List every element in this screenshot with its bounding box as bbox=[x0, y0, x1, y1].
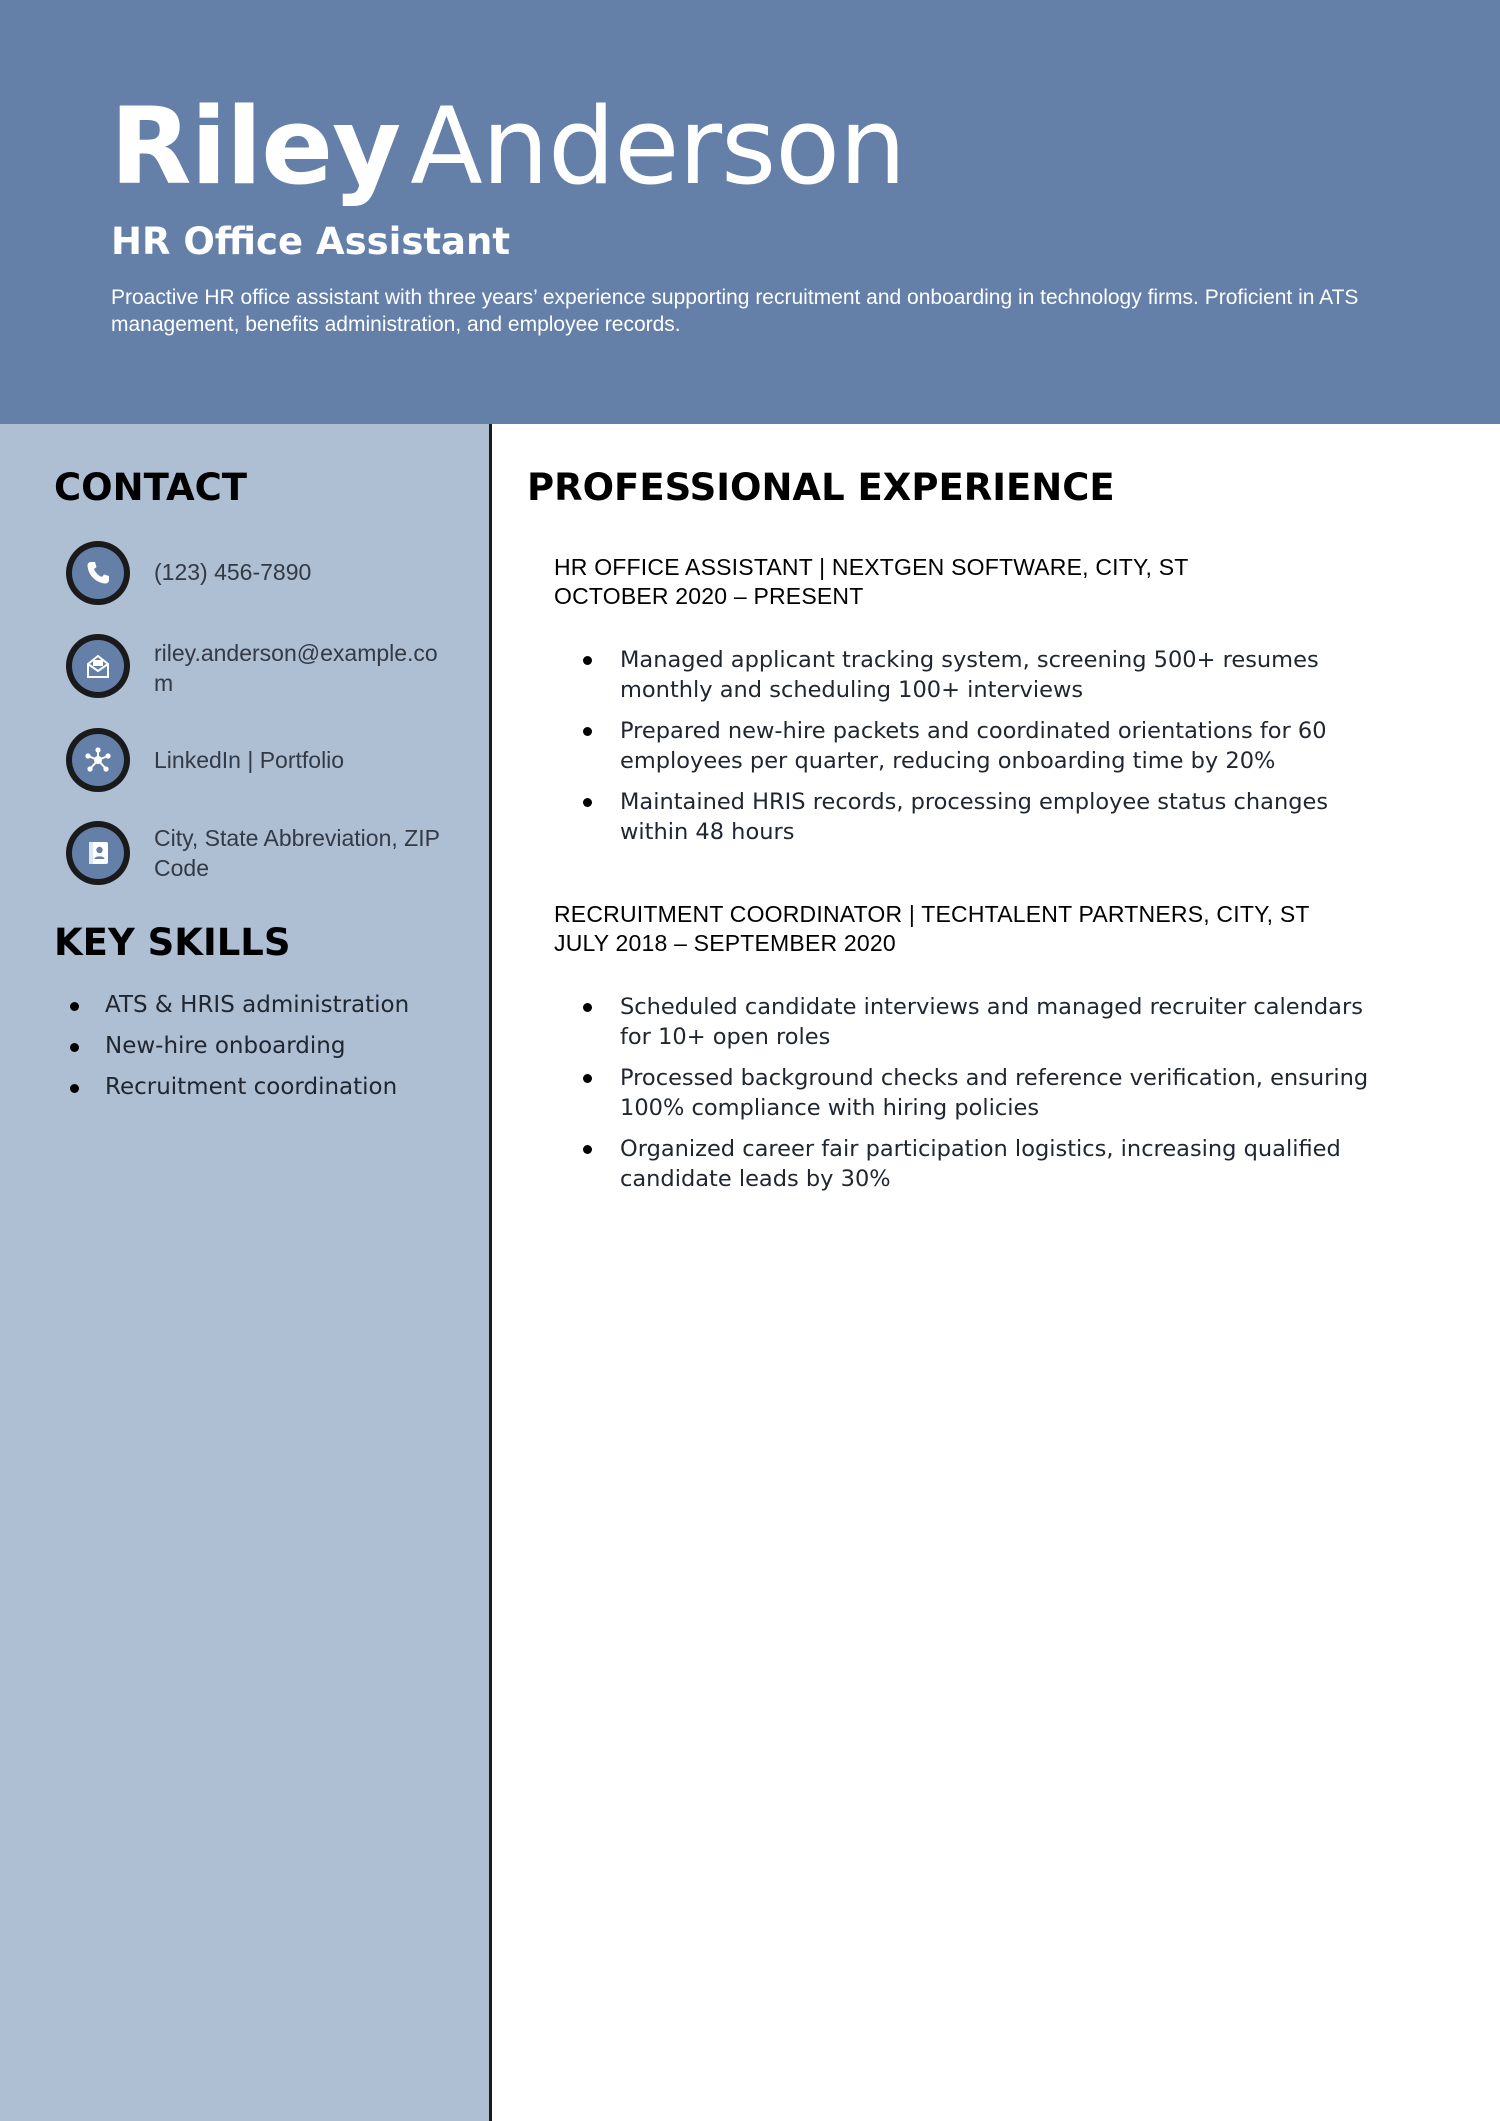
resume-header bbox=[0, 0, 1500, 424]
achievement-item: Scheduled candidate interviews and managed recruiter calendars for 10+ open roles bbox=[554, 992, 1394, 1052]
achievement-item: Processed background checks and reference verification, ensuring 100% compliance with hiring policies bbox=[554, 1063, 1394, 1123]
job-title: HR Office Assistant bbox=[111, 220, 511, 263]
email-address: riley.anderson@example.com bbox=[154, 640, 438, 696]
mailing-address: City, State Abbreviation, ZIP Code bbox=[154, 825, 440, 881]
network-icon bbox=[66, 728, 130, 792]
profile-summary: Proactive HR office assistant with three years’ experience supporting recruitment and onboarding in technology firms. Proficient in ATS management, benefits administration, and employee records. bbox=[111, 286, 1359, 336]
skill-item: Recruitment coordination bbox=[68, 1072, 468, 1113]
first-name: Riley bbox=[110, 85, 401, 208]
linkedin-portfolio-links: LinkedIn | Portfolio bbox=[154, 747, 345, 773]
phone-icon bbox=[66, 541, 130, 605]
last-name: Anderson bbox=[410, 85, 906, 208]
achievement-item: Prepared new-hire packets and coordinated orientations for 60 employees per quarter, reducing onboarding time by 20% bbox=[554, 716, 1394, 776]
achievement-item: Managed applicant tracking system, screening 500+ resumes monthly and scheduling 100+ interviews bbox=[554, 645, 1394, 705]
job-dates: OCTOBER 2020 – PRESENT bbox=[554, 583, 864, 609]
job-position-company: HR OFFICE ASSISTANT | NEXTGEN SOFTWARE, CITY, ST bbox=[554, 554, 1189, 580]
candidate-name bbox=[110, 82, 905, 212]
phone-number: (123) 456-7890 bbox=[154, 559, 312, 585]
job-dates: JULY 2018 – SEPTEMBER 2020 bbox=[554, 930, 896, 956]
contact-heading: CONTACT bbox=[54, 466, 247, 509]
professional-experience-heading: PROFESSIONAL EXPERIENCE bbox=[527, 466, 1115, 509]
skill-item: New-hire onboarding bbox=[68, 1031, 468, 1072]
email-icon bbox=[66, 634, 130, 698]
achievement-item: Maintained HRIS records, processing employee status changes within 48 hours bbox=[554, 787, 1394, 847]
address-book-icon bbox=[66, 821, 130, 885]
job-position-company: RECRUITMENT COORDINATOR | TECHTALENT PARTNERS, CITY, ST bbox=[554, 901, 1310, 927]
key-skills-list bbox=[68, 990, 468, 1113]
job-entry bbox=[554, 553, 1394, 858]
job-achievements bbox=[554, 645, 1394, 847]
key-skills-heading: KEY SKILLS bbox=[54, 921, 291, 964]
job-achievements bbox=[554, 992, 1394, 1194]
skill-item: ATS & HRIS administration bbox=[68, 990, 468, 1031]
achievement-item: Organized career fair participation logistics, increasing qualified candidate leads by 30% bbox=[554, 1134, 1394, 1194]
job-entry bbox=[554, 900, 1394, 1205]
